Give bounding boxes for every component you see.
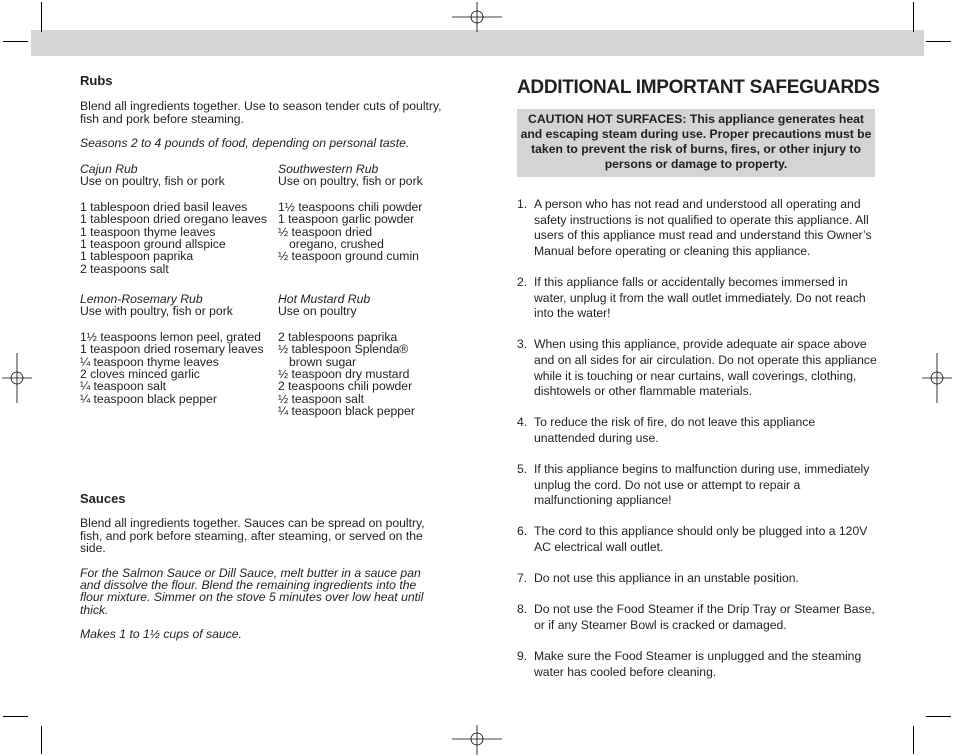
ingredient: 2 teaspoons salt <box>80 261 169 276</box>
ingredient: 1 tablespoon dried oregano leaves <box>80 212 268 227</box>
safeguards-list <box>517 197 877 696</box>
ingredient: ½ tablespoon Splenda® <box>278 342 409 357</box>
page-title: ADDITIONAL IMPORTANT SAFEGUARDS <box>517 77 880 98</box>
recipe-name: Cajun Rub <box>80 162 138 176</box>
recipe-cajun-rub <box>80 163 270 275</box>
item-text: Do not use the Food Steamer if the Drip Tray or Steamer Base, or if any Steamer Bowl is cracked or damaged. <box>534 602 875 633</box>
ingredient: 1½ teaspoons chili powder <box>278 199 423 214</box>
item-text: The cord to this appliance should only be plugged into a 120V AC electrical wall outlet. <box>534 524 868 555</box>
item-number: 1. <box>517 197 528 211</box>
crop-mark <box>926 41 951 42</box>
item-text: If this appliance falls or accidentally becomes immersed in water, unplug it from the wall outlet immediately. Do not reach into the water! <box>534 274 866 321</box>
rubs-seasons-note: Seasons 2 to 4 pounds of food, depending on personal taste. <box>80 136 410 151</box>
recipe-lemon-rosemary-rub <box>80 293 270 405</box>
list-item <box>517 197 877 259</box>
recipe-use: Use on poultry, fish or pork <box>278 174 423 189</box>
item-number: 2. <box>517 274 528 289</box>
item-text: A person who has not read and understood all operating and safety instructions is not qualified to operate this appliance. All users of this appliance must read and understand this Owner’s Manual before operating or cleaning this appliance. <box>534 197 872 258</box>
sauces-intro: Blend all ingredients together. Sauces can be spread on poultry, fish, and pork before steaming, after steaming, or served on the side. <box>80 516 425 556</box>
registration-mark-icon <box>452 725 502 755</box>
item-number: 8. <box>517 602 528 617</box>
sauces-heading: Sauces <box>80 491 126 506</box>
item-text: Do not use this appliance in an unstable position. <box>534 571 799 586</box>
ingredient: brown sugar <box>289 354 357 369</box>
registration-mark-icon <box>922 353 952 403</box>
recipes-page <box>80 73 460 642</box>
list-item <box>517 275 877 322</box>
registration-mark-icon <box>2 353 32 403</box>
crop-mark <box>913 726 914 754</box>
item-text: When using this appliance, provide adequate air space above and on all sides for air circulation. Do not operate this appliance while it is touching or near curtains, wall coverings, clothing, dishtowels or other flammable materials. <box>534 337 877 399</box>
rubs-heading: Rubs <box>80 73 113 88</box>
sauces-note: For the Salmon Sauce or Dill Sauce, melt butter in a sauce pan and dissolve the flour. Blend the remaining ingredients into the flour mixture. Simmer on the stove 5 minutes over low heat until thick. <box>80 565 424 617</box>
ingredient: 2 tablespoons paprika <box>278 329 398 344</box>
ingredient: oregano, crushed <box>289 237 384 252</box>
sauces-section <box>80 493 440 641</box>
header-band <box>31 30 924 56</box>
ingredient: 1 teaspoon ground allspice <box>80 237 226 252</box>
ingredient: 1 teaspoon garlic powder <box>278 212 415 227</box>
recipe-use: Use with poultry, fish or pork <box>80 304 233 319</box>
recipe-name: Southwestern Rub <box>278 162 379 176</box>
rubs-intro: Blend all ingredients together. Use to season tender cuts of poultry, fish and pork before steaming. <box>80 99 442 126</box>
recipe-use: Use on poultry <box>278 304 357 319</box>
crop-mark <box>913 2 914 32</box>
ingredient: ½ teaspoon ground cumin <box>278 249 419 264</box>
ingredient: 2 teaspoons chili powder <box>278 379 413 394</box>
item-text: To reduce the risk of fire, do not leave this appliance unattended during use. <box>534 415 816 445</box>
ingredient: ¼ teaspoon black pepper <box>278 404 415 419</box>
item-number: 9. <box>517 649 528 664</box>
ingredient: ¼ teaspoon black pepper <box>80 391 217 406</box>
crop-mark <box>3 41 28 42</box>
recipe-use: Use on poultry, fish or pork <box>80 174 225 189</box>
registration-mark-icon <box>452 2 502 32</box>
list-item <box>517 462 877 509</box>
ingredient: 1 teaspoon thyme leaves <box>80 224 216 239</box>
ingredient: 1½ teaspoons lemon peel, grated <box>80 329 261 344</box>
list-item <box>517 415 877 446</box>
list-item <box>517 524 877 555</box>
item-number: 6. <box>517 524 528 539</box>
item-number: 5. <box>517 462 528 477</box>
item-number: 3. <box>517 337 528 352</box>
ingredient: ¼ teaspoon thyme leaves <box>80 354 219 369</box>
ingredient: 1 teaspoon dried rosemary leaves <box>80 342 264 357</box>
safeguards-page <box>517 77 880 679</box>
sauces-yield: Makes 1 to 1½ cups of sauce. <box>80 627 242 642</box>
list-item <box>517 571 877 587</box>
caution-box: CAUTION HOT SURFACES: This appliance generates heat and escaping steam during use. Proper precautions must be taken to prevent the risk of burns, fires, or other injury to persons or damage to property. <box>517 109 875 177</box>
recipe-southwestern-rub <box>278 163 468 263</box>
ingredient: 2 cloves minced garlic <box>80 367 200 382</box>
ingredient: 1 tablespoon dried basil leaves <box>80 199 248 214</box>
crop-mark <box>41 2 42 32</box>
ingredient: ½ teaspoon dry mustard <box>278 367 410 382</box>
ingredient: ¼ teaspoon salt <box>80 379 167 394</box>
ingredient: ½ teaspoon salt <box>278 391 365 406</box>
crop-mark <box>926 716 951 717</box>
item-number: 4. <box>517 415 528 430</box>
recipe-hot-mustard-rub <box>278 293 468 418</box>
list-item <box>517 649 877 680</box>
crop-mark <box>3 716 28 717</box>
item-number: 7. <box>517 571 528 586</box>
crop-mark <box>41 726 42 754</box>
item-text: Make sure the Food Steamer is unplugged and the steaming water has cooled before cleaning. <box>534 649 862 679</box>
list-item <box>517 337 877 399</box>
ingredient: 1 tablespoon paprika <box>80 249 194 264</box>
recipe-name: Lemon-Rosemary Rub <box>80 292 203 306</box>
recipe-name: Hot Mustard Rub <box>278 292 371 306</box>
item-text: If this appliance begins to malfunction during use, immediately unplug the cord. Do not use or attempt to repair a malfunctioning appliance! <box>534 462 870 508</box>
ingredient: ½ teaspoon dried <box>278 224 373 239</box>
list-item <box>517 602 877 633</box>
